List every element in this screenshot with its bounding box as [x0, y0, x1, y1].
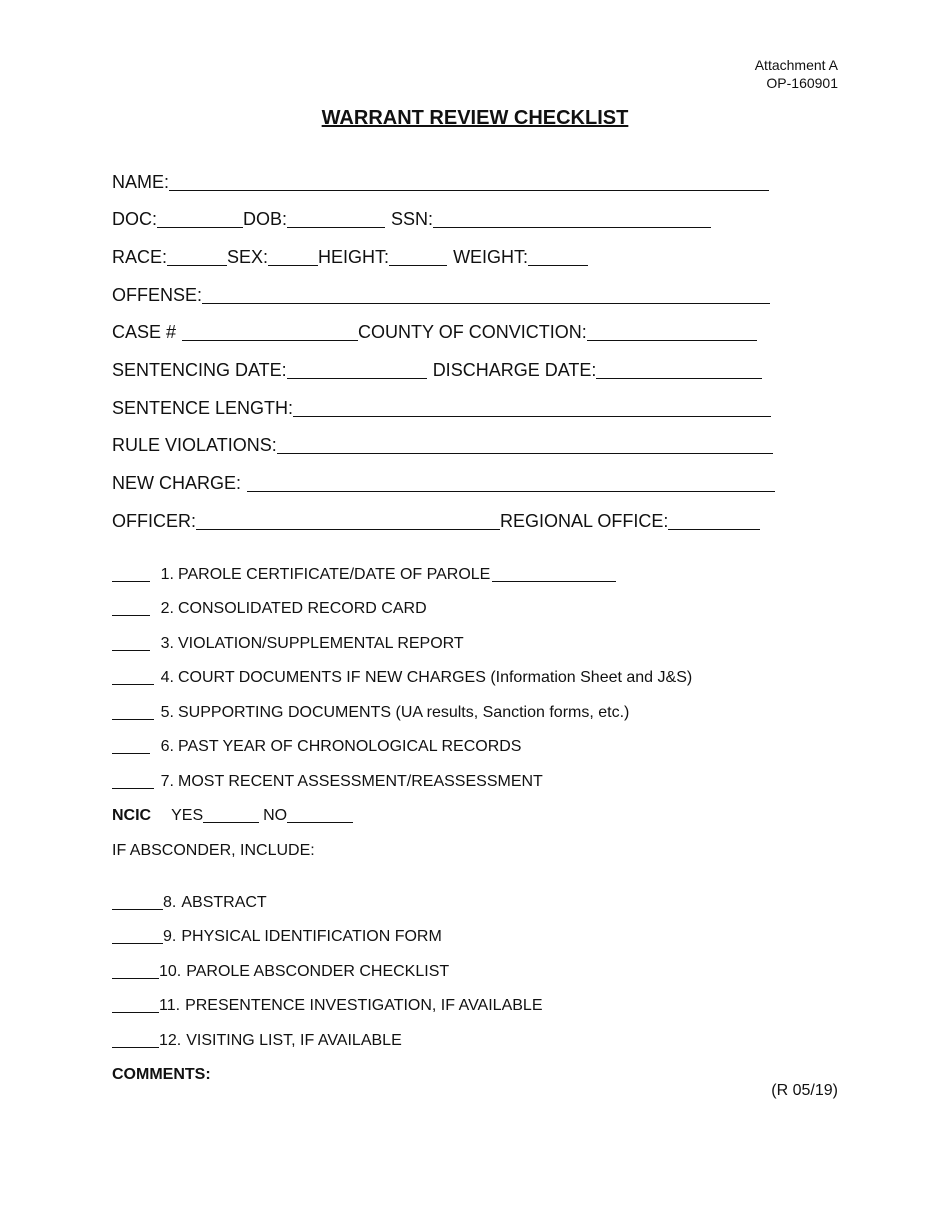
regional-office-field[interactable] [668, 509, 760, 530]
race-field[interactable] [167, 245, 227, 266]
dob-field[interactable] [287, 207, 385, 228]
revision-label: (R 05/19) [771, 1082, 838, 1099]
attachment-label: Attachment A [754, 57, 838, 73]
item-text: PAROLE CERTIFICATE/DATE OF PAROLE [178, 566, 491, 583]
ncic-no-label: NO [263, 807, 288, 824]
officer-row [112, 507, 760, 533]
item-9-checkbox[interactable] [112, 927, 163, 944]
checklist-item [112, 563, 616, 585]
absconder-heading-row [112, 839, 315, 861]
sentence-length-row [112, 394, 771, 420]
sex-label: SEX: [227, 247, 269, 267]
checklist-item [112, 891, 267, 913]
item-text: SUPPORTING DOCUMENTS (UA results, Sanction forms, etc.) [178, 704, 630, 721]
new-charge-label: NEW CHARGE: [112, 473, 242, 493]
comments-label: COMMENTS: [112, 1066, 211, 1083]
checklist-item [112, 925, 442, 947]
ssn-field[interactable] [433, 207, 711, 228]
sentence-length-field[interactable] [293, 396, 771, 417]
ncic-row [112, 804, 353, 826]
dob-label: DOB: [243, 209, 288, 229]
county-label: COUNTY OF CONVICTION: [358, 322, 587, 342]
item-text: CONSOLIDATED RECORD CARD [178, 600, 427, 617]
case-field[interactable] [182, 320, 358, 341]
item-text: VIOLATION/SUPPLEMENTAL REPORT [178, 635, 464, 652]
item-6-checkbox[interactable] [112, 737, 150, 754]
rule-violations-label: RULE VIOLATIONS: [112, 435, 277, 455]
checklist-item [112, 770, 543, 792]
item-5-checkbox[interactable] [112, 703, 154, 720]
item-10-checkbox[interactable] [112, 962, 159, 979]
checklist-item [112, 666, 692, 688]
item-2-checkbox[interactable] [112, 599, 150, 616]
comments-row [112, 1063, 211, 1085]
parole-date-field[interactable] [492, 565, 616, 582]
item-text: MOST RECENT ASSESSMENT/REASSESSMENT [178, 773, 543, 790]
item-number: 11. [159, 997, 181, 1014]
checklist-item [112, 1029, 402, 1051]
item-12-checkbox[interactable] [112, 1031, 159, 1048]
item-text: PAST YEAR OF CHRONOLOGICAL RECORDS [178, 738, 522, 755]
item-text: PRESENTENCE INVESTIGATION, IF AVAILABLE [185, 997, 543, 1014]
name-field[interactable] [169, 170, 769, 191]
ncic-yes-field[interactable] [203, 806, 259, 823]
item-number: 6. [160, 738, 174, 755]
item-number: 1. [160, 566, 174, 583]
sex-field[interactable] [268, 245, 318, 266]
ncic-label: NCIC [112, 807, 152, 824]
rule-violations-row [112, 431, 773, 457]
discharge-date-label: DISCHARGE DATE: [432, 360, 597, 380]
officer-field[interactable] [196, 509, 500, 530]
ssn-label: SSN: [391, 209, 434, 229]
ncic-yes-label: YES [171, 807, 204, 824]
offense-label: OFFENSE: [112, 285, 203, 305]
item-text: ABSTRACT [181, 894, 267, 911]
item-number: 5. [160, 704, 174, 721]
county-field[interactable] [587, 320, 757, 341]
sentence-length-label: SENTENCE LENGTH: [112, 398, 294, 418]
height-label: HEIGHT: [318, 247, 390, 267]
offense-row [112, 281, 770, 307]
checklist-item [112, 701, 629, 723]
rule-violations-field[interactable] [277, 433, 773, 454]
doc-field[interactable] [157, 207, 243, 228]
weight-label: WEIGHT: [453, 247, 529, 267]
doc-row [112, 205, 711, 231]
sentencing-row [112, 356, 762, 382]
checklist-item [112, 994, 542, 1016]
item-number: 2. [160, 600, 174, 617]
height-field[interactable] [389, 245, 447, 266]
item-number: 10. [159, 963, 182, 980]
page-title: WARRANT REVIEW CHECKLIST [321, 107, 629, 129]
race-row [112, 243, 588, 269]
new-charge-row [112, 469, 775, 495]
weight-field[interactable] [528, 245, 588, 266]
absconder-heading: IF ABSCONDER, INCLUDE: [112, 842, 315, 859]
new-charge-field[interactable] [247, 471, 775, 492]
item-number: 12. [159, 1032, 182, 1049]
item-text: COURT DOCUMENTS IF NEW CHARGES (Information Sheet and J&S) [178, 669, 693, 686]
op-number: OP-160901 [766, 75, 838, 91]
name-label: NAME: [112, 172, 170, 192]
item-number: 7. [160, 773, 174, 790]
item-11-checkbox[interactable] [112, 996, 159, 1013]
item-number: 4. [160, 669, 174, 686]
item-number: 9. [163, 928, 177, 945]
item-text: PAROLE ABSCONDER CHECKLIST [186, 963, 450, 980]
item-3-checkbox[interactable] [112, 634, 150, 651]
name-row [112, 168, 769, 194]
item-8-checkbox[interactable] [112, 893, 163, 910]
case-row [112, 318, 757, 344]
item-1-checkbox[interactable] [112, 565, 150, 582]
officer-label: OFFICER: [112, 511, 196, 531]
checklist-item [112, 735, 521, 757]
checklist-item [112, 632, 464, 654]
sentencing-date-field[interactable] [287, 358, 427, 379]
offense-field[interactable] [202, 283, 770, 304]
doc-label: DOC: [112, 209, 157, 229]
item-text: PHYSICAL IDENTIFICATION FORM [181, 928, 442, 945]
item-number: 8. [163, 894, 177, 911]
item-7-checkbox[interactable] [112, 772, 154, 789]
item-number: 3. [160, 635, 174, 652]
regional-office-label: REGIONAL OFFICE: [500, 511, 669, 531]
checklist-item [112, 597, 427, 619]
checklist-item [112, 960, 449, 982]
case-label: CASE # [112, 322, 177, 342]
discharge-date-field[interactable] [596, 358, 762, 379]
sentencing-date-label: SENTENCING DATE: [112, 360, 287, 380]
item-4-checkbox[interactable] [112, 668, 154, 685]
ncic-no-field[interactable] [287, 806, 353, 823]
item-text: VISITING LIST, IF AVAILABLE [186, 1032, 402, 1049]
race-label: RACE: [112, 247, 168, 267]
